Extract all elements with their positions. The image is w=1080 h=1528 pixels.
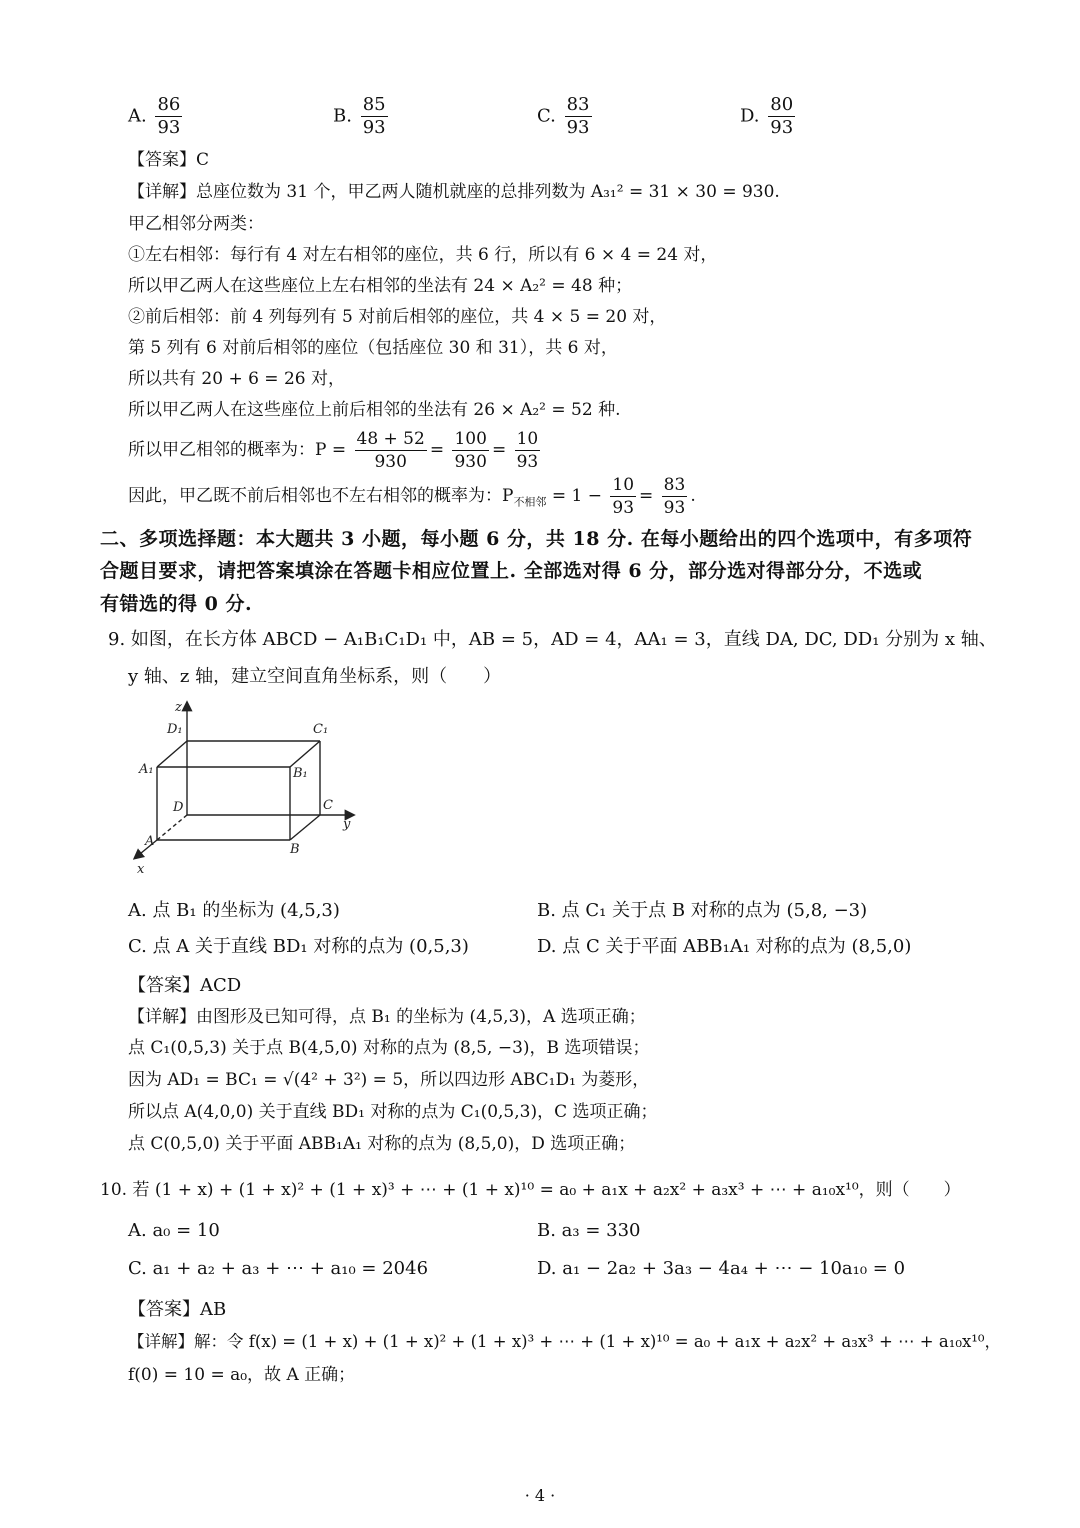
q8-detail-line: 所以甲乙两人在这些座位上前后相邻的坐法有 26 × A₂² = 52 种. [128,400,621,420]
q8-option-c: C. $\frac{83}{93}$ [537,94,590,138]
q9-detail-line: 【详解】由图形及已知可得，点 B₁ 的坐标为 (4,5,3)，A 选项正确； [128,1007,646,1027]
section-heading: 有错选的得 0 分. [100,593,253,615]
q9-option-c: C. 点 A 关于直线 BD₁ 对称的点为 (0,5,3) [128,936,469,957]
q8-option-d: D. $\frac{80}{93}$ [740,94,794,138]
q9-stem: y 轴、z 轴，建立空间直角坐标系，则（ ） [128,666,502,687]
q10-option-a: A. a₀ = 10 [128,1220,220,1241]
label-z: z [175,700,182,715]
q9-detail-line: 因为 AD₁ = BC₁ = √(4² + 3²) = 5，所以四边形 ABC₁D₁ 为菱形， [128,1070,650,1090]
section-heading: 二、多项选择题：本大题共 3 小题，每小题 6 分，共 18 分. 在每小题给出的四个选项中，有多项符 [100,528,973,550]
q9-option-d: D. 点 C 关于平面 ABB₁A₁ 对称的点为 (8,5,0) [537,936,912,957]
section-heading: 合题目要求，请把答案填涂在答题卡相应位置上. 全部选对得 6 分，部分选对得部分分，不选或 [100,560,923,582]
edge-b1c1 [290,741,320,767]
label-c: C [323,798,333,813]
page-number: · 4 · [524,1486,556,1505]
q8-answer: 【答案】C [128,150,210,170]
q8-detail-line: 甲乙相邻分两类： [128,214,264,234]
q10-option-c: C. a₁ + a₂ + a₃ + ⋯ + a₁₀ = 2046 [128,1258,429,1279]
q10-option-d: D. a₁ − 2a₂ + 3a₃ − 4a₄ + ⋯ − 10a₁₀ = 0 [537,1258,906,1279]
q10-detail-line: 【详解】解：令 f(x) = (1 + x) + (1 + x)² + (1 + x)³ + ⋯ + (1 + x)¹⁰ = a₀ + a₁x + a₂x² + a₃x³ + ⋯ + a₁₀x¹⁰， [128,1332,1001,1351]
label-y: y [343,817,351,832]
q9-option-b: B. 点 C₁ 关于点 B 对称的点为 (5,8, −3) [537,900,868,921]
label-b1: B₁ [293,766,308,781]
q8-detail-line: 所以甲乙两人在这些座位上左右相邻的坐法有 24 × A₂² = 48 种； [128,276,633,296]
label-c1: C₁ [313,722,329,737]
label-b: B [290,842,300,857]
q10-option-b: B. a₃ = 330 [537,1220,641,1241]
q9-stem: 9. 如图，在长方体 ABCD − A₁B₁C₁D₁ 中，AB = 5，AD = 4，AA₁ = 3，直线 DA, DC, DD₁ 分别为 x 轴、 [108,629,997,650]
q8-detail-line: 【详解】总座位数为 31 个，甲乙两人随机就座的总排列数为 A₃₁² = 31 × 30 = 930. [128,182,780,202]
q8-detail-line: 所以共有 20 + 6 = 26 对， [128,369,345,389]
edge-a1d1 [157,741,187,767]
q9-detail-line: 点 C(0,5,0) 关于平面 ABB₁A₁ 对称的点为 (8,5,0)，D 选项正确； [128,1134,636,1154]
q8-final-probability: 因此，甲乙既不前后相邻也不左右相邻的概率为：$P_{不相邻} = 1$ − $\frac{10}{93}$ = $\frac{83}{93}$ . [128,475,696,518]
label-d: D [173,800,184,815]
label-a: A [145,834,155,849]
q8-option-b: B. $\frac{85}{93}$ [333,94,386,138]
q8-detail-line: 第 5 列有 6 对前后相邻的座位（包括座位 30 和 31），共 6 对， [128,338,618,358]
edge-bc [290,815,320,840]
cuboid-figure [125,695,365,880]
q9-detail-line: 点 C₁(0,5,3) 关于点 B(4,5,0) 对称的点为 (8,5, −3)，B 选项错误； [128,1038,650,1058]
q8-detail-line: ①左右相邻：每行有 4 对左右相邻的座位，共 6 行，所以有 6 × 4 = 24 对， [128,245,718,265]
q10-answer: 【答案】AB [128,1299,227,1320]
label-x: x [137,862,145,877]
label-d1: D₁ [167,722,183,737]
q9-detail-line: 所以点 A(4,0,0) 关于直线 BD₁ 对称的点为 C₁(0,5,3)，C 选项正确； [128,1102,658,1122]
edge-da [157,815,187,840]
q9-option-a: A. 点 B₁ 的坐标为 (4,5,3) [128,900,340,921]
q9-answer: 【答案】ACD [128,975,242,996]
q8-detail-line: ②前后相邻：前 4 列每列有 5 对前后相邻的座位，共 4 × 5 = 20 对， [128,307,667,327]
q8-option-a: A. $\frac{86}{93}$ [128,94,181,138]
q8-probability: 所以甲乙相邻的概率为：P = $\frac{48 + 52}{930}$ = $\frac{100}{930}$ = $\frac{10}{93}$ [128,429,539,472]
label-a1: A₁ [139,762,154,777]
q10-detail-line: f(0) = 10 = a₀，故 A 正确； [128,1365,356,1385]
q10-stem: 10. 若 (1 + x) + (1 + x)² + (1 + x)³ + ⋯ + (1 + x)¹⁰ = a₀ + a₁x + a₂x² + a₃x³ + ⋯ + a₁₀x¹⁰，则（ ） [100,1180,961,1200]
